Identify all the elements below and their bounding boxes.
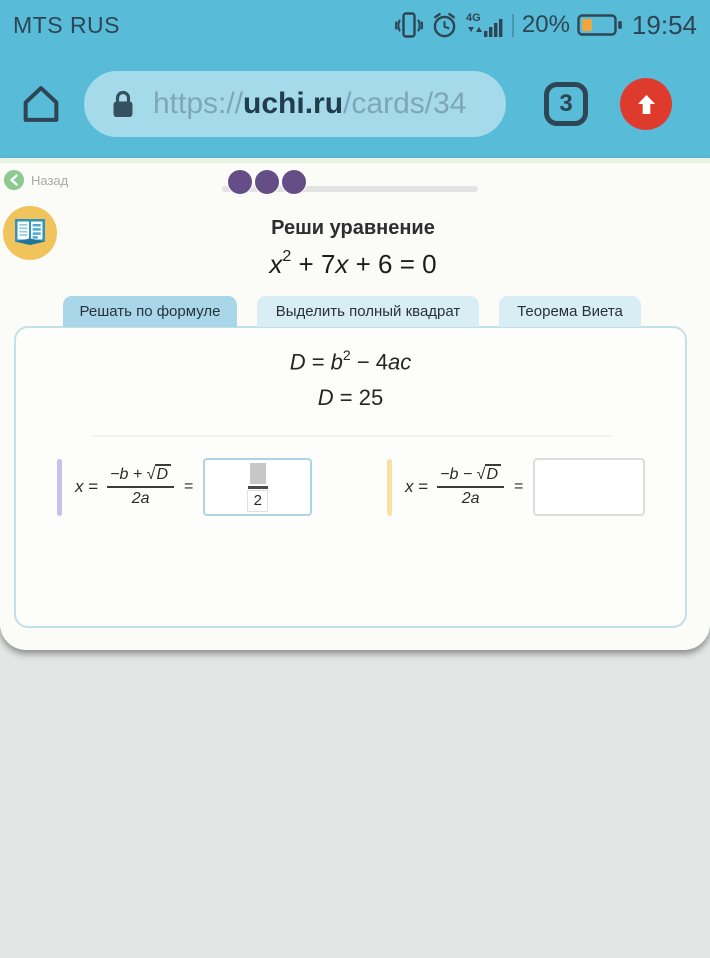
tab-count-label: 3 bbox=[559, 90, 573, 117]
answer-input-plus[interactable] bbox=[203, 458, 312, 516]
alarm-icon bbox=[430, 10, 459, 40]
radicand: D bbox=[485, 464, 501, 483]
clock-label: 19:54 bbox=[631, 9, 697, 40]
sqrt-sign: √ bbox=[146, 466, 156, 483]
status-separator bbox=[512, 14, 514, 37]
home-button[interactable] bbox=[18, 80, 64, 128]
task-title: Реши уравнение bbox=[271, 217, 435, 239]
back-button[interactable] bbox=[4, 170, 68, 190]
battery-icon bbox=[577, 12, 623, 38]
discriminant-formula: $D = b^2 - 4ac$ bbox=[289, 347, 412, 375]
divider bbox=[92, 435, 612, 437]
radicand: D bbox=[155, 464, 171, 483]
back-label: Назад bbox=[31, 172, 69, 188]
svg-text:4G: 4G bbox=[465, 12, 481, 24]
lock-icon bbox=[110, 88, 136, 121]
solution-card bbox=[14, 326, 687, 628]
url-path: /cards/34 bbox=[343, 87, 467, 120]
data-saving-button[interactable] bbox=[620, 78, 672, 130]
fraction-line bbox=[248, 486, 268, 489]
root-lhs: x = bbox=[75, 477, 99, 496]
status-bar bbox=[0, 0, 710, 50]
progress-dot bbox=[254, 169, 280, 195]
browser-toolbar bbox=[0, 50, 710, 158]
root-plus-row: x = $\frac{-b + √D}{2a}$ = 2 bbox=[57, 456, 312, 518]
carrier-label: MTS RUS bbox=[13, 11, 120, 38]
arrow-up-icon bbox=[633, 91, 660, 118]
url-bar[interactable] bbox=[84, 71, 506, 137]
tab-vieta-theorem[interactable]: Теорема Виета bbox=[499, 296, 641, 327]
tab-solve-by-formula[interactable]: Решать по формуле bbox=[63, 296, 237, 327]
url-scheme: https:// bbox=[153, 87, 244, 120]
root-lhs: x = bbox=[405, 477, 429, 496]
tab-counter-button[interactable] bbox=[544, 82, 588, 126]
task-equation: $x^2 + 7x + 6 = 0$ bbox=[269, 248, 437, 279]
status-icons bbox=[395, 10, 697, 41]
webpage-sheet bbox=[0, 158, 710, 650]
fraction-editor bbox=[247, 463, 268, 512]
chevron-left-icon bbox=[4, 170, 24, 190]
network-4g-signal-icon bbox=[466, 10, 504, 40]
progress-dots bbox=[227, 169, 307, 195]
root-minus-fraction: $\frac{-b - √D}{2a}$ bbox=[437, 466, 504, 508]
vibrate-icon bbox=[395, 10, 423, 40]
root-plus-fraction: $\frac{-b + √D}{2a}$ bbox=[107, 466, 174, 508]
sqrt-sign: √ bbox=[476, 466, 486, 483]
denominator-value[interactable]: 2 bbox=[247, 490, 268, 512]
discriminant-value: D = 25 bbox=[317, 385, 384, 410]
tab-complete-the-square[interactable]: Выделить полный квадрат bbox=[257, 296, 479, 327]
accent-bar-yellow bbox=[387, 459, 392, 516]
answer-input-minus[interactable] bbox=[533, 458, 645, 516]
url-text bbox=[153, 87, 466, 121]
progress-dot bbox=[281, 169, 307, 195]
accent-bar-purple bbox=[57, 459, 62, 516]
numerator-cursor[interactable] bbox=[250, 463, 266, 484]
battery-percent-label: 20% bbox=[521, 11, 570, 38]
equation-exponent: 2 bbox=[282, 248, 292, 266]
root-minus-row: x = $\frac{-b - √D}{2a}$ = bbox=[387, 456, 645, 518]
equation-x: x bbox=[269, 249, 283, 279]
url-domain: uchi.ru bbox=[243, 87, 344, 120]
method-tabs bbox=[63, 296, 641, 327]
progress-dot bbox=[227, 169, 253, 195]
